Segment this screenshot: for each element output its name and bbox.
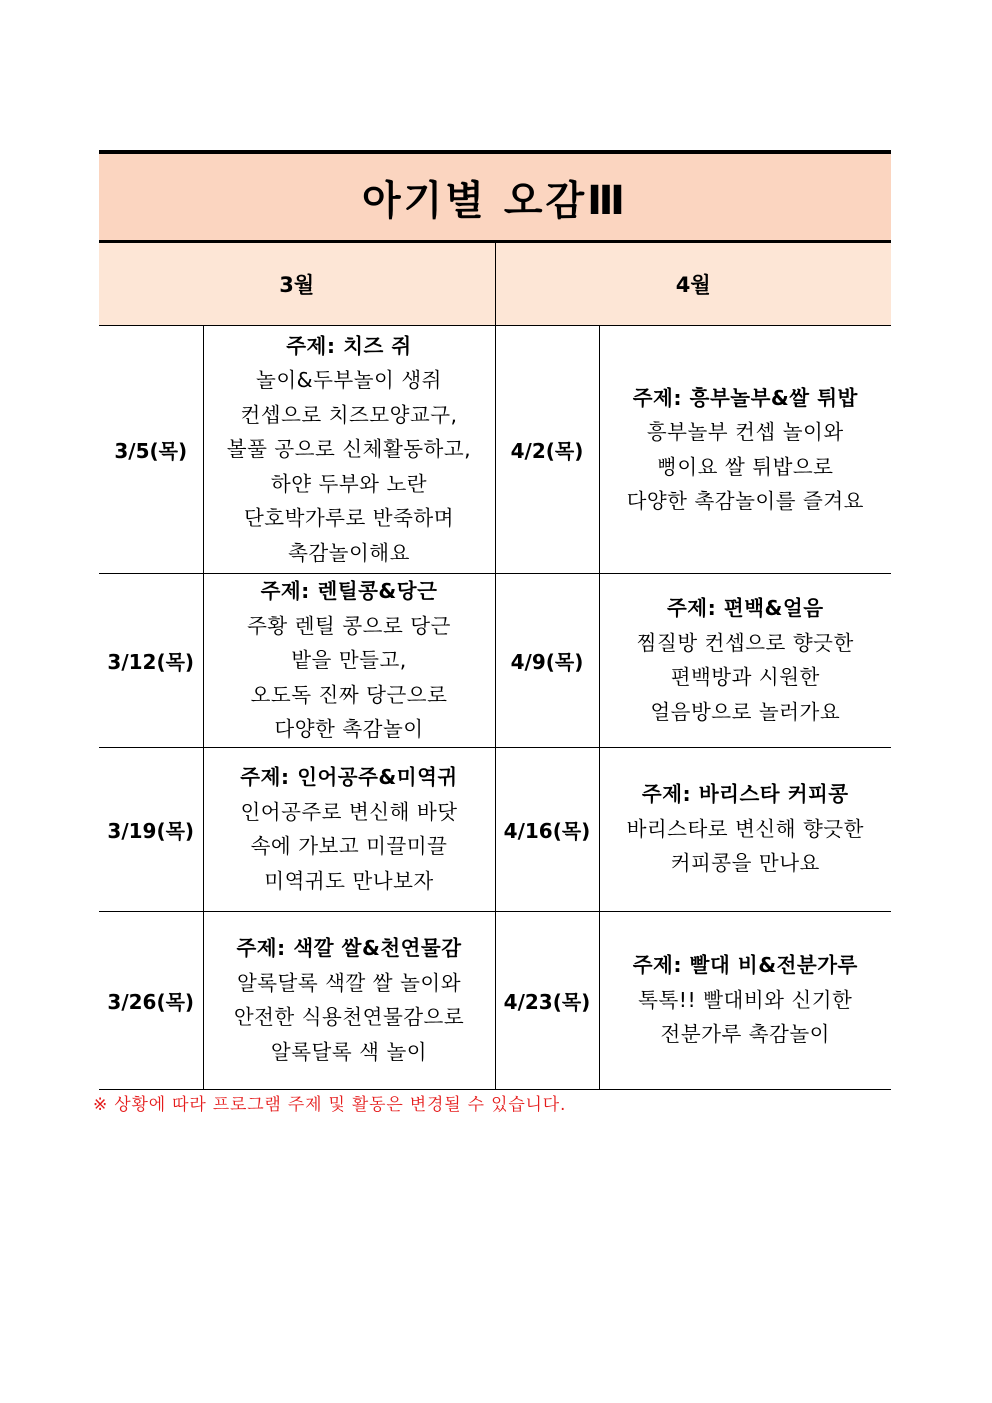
activity-cell — [203, 574, 495, 748]
activity-topic: 주제: 인어공주&미역귀 — [240, 765, 458, 789]
date-cell: 3/26(목) — [99, 911, 203, 1089]
activity-description-line: 안전한 식용천연물감으로 — [233, 1005, 465, 1029]
activity-cell — [599, 326, 891, 574]
activity-description-line: 다양한 촉감놀이 — [274, 717, 424, 741]
date-cell: 4/23(목) — [495, 911, 599, 1089]
activity-topic: 주제: 치즈 쥐 — [286, 333, 412, 358]
activity-description-line: 전분가루 촉감놀이 — [660, 1022, 830, 1047]
activity-description-line: 뻥이요 쌀 튀밥으로 — [657, 454, 834, 479]
table-row — [99, 326, 891, 574]
month-header-april: 4월 — [495, 242, 891, 326]
activity-description-line: 커피콩을 만나요 — [670, 851, 820, 876]
title-row — [99, 152, 891, 242]
activity-topic: 주제: 바리스타 커피콩 — [641, 782, 849, 807]
page-title: 아기별 오감Ⅲ — [99, 152, 891, 242]
activity-description-line: 주황 렌틸 콩으로 당근 — [247, 613, 451, 638]
month-header-row — [99, 242, 891, 326]
activity-cell — [599, 747, 891, 911]
activity-description-line: 흥부놀부 컨셉 놀이와 — [646, 420, 844, 444]
table-row — [99, 574, 891, 748]
activity-description-line: 알록달록 색깔 쌀 놀이와 — [236, 970, 462, 995]
activity-description-line: 속에 가보고 미끌미끌 — [250, 834, 448, 858]
activity-description-line: 미역귀도 만나보자 — [264, 868, 434, 893]
activity-cell — [599, 574, 891, 748]
activity-cell — [203, 747, 495, 911]
table-row — [99, 911, 891, 1089]
date-cell: 3/19(목) — [99, 747, 203, 911]
activity-description-line: 촉감놀이해요 — [288, 540, 410, 565]
date-cell: 4/16(목) — [495, 747, 599, 911]
activity-description-line: 오도독 진짜 당근으로 — [250, 682, 448, 707]
activity-topic: 주제: 편백&얼음 — [666, 596, 824, 621]
activity-description-line: 컨셉으로 치즈모양교구, — [240, 402, 458, 427]
activity-description-line: 알록달록 색 놀이 — [270, 1039, 428, 1064]
activity-description-line: 바리스타로 변신해 향긋한 — [626, 816, 864, 841]
activity-topic: 주제: 색깔 쌀&천연물감 — [236, 936, 462, 960]
activity-topic: 주제: 렌틸콩&당근 — [260, 579, 438, 603]
activity-description-line: 톡톡!! 빨대비와 신기한 — [638, 987, 853, 1012]
schedule-table — [99, 150, 891, 1090]
activity-description-line: 밭을 만들고, — [291, 648, 407, 672]
activity-description-line: 얼음방으로 놀러가요 — [650, 699, 841, 724]
change-notice: ※ 상황에 따라 프로그램 주제 및 활동은 변경될 수 있습니다. — [93, 1095, 567, 1115]
activity-description-line: 볼풀 공으로 신체활동하고, — [226, 437, 472, 462]
activity-description-line: 놀이&두부놀이 생쥐 — [256, 368, 442, 393]
activity-description-line: 편백방과 시원한 — [670, 665, 820, 690]
activity-description-line: 하얀 두부와 노란 — [270, 471, 428, 496]
date-cell: 3/12(목) — [99, 574, 203, 748]
activity-description-line: 찜질방 컨셉으로 향긋한 — [636, 630, 854, 655]
activity-cell — [203, 326, 495, 574]
table-row — [99, 747, 891, 911]
activity-topic: 주제: 빨대 비&전분가루 — [632, 953, 858, 978]
activity-description-line: 다양한 촉감놀이를 즐겨요 — [626, 489, 864, 513]
date-cell: 4/2(목) — [495, 326, 599, 574]
activity-cell — [203, 911, 495, 1089]
activity-description-line: 단호박가루로 반죽하며 — [243, 506, 455, 531]
month-header-march: 3월 — [99, 242, 495, 326]
activity-description-line: 인어공주로 변신해 바닷 — [240, 799, 458, 824]
date-cell: 3/5(목) — [99, 326, 203, 574]
date-cell: 4/9(목) — [495, 574, 599, 748]
activity-topic: 주제: 흥부놀부&쌀 튀밥 — [632, 385, 858, 410]
activity-cell — [599, 911, 891, 1089]
